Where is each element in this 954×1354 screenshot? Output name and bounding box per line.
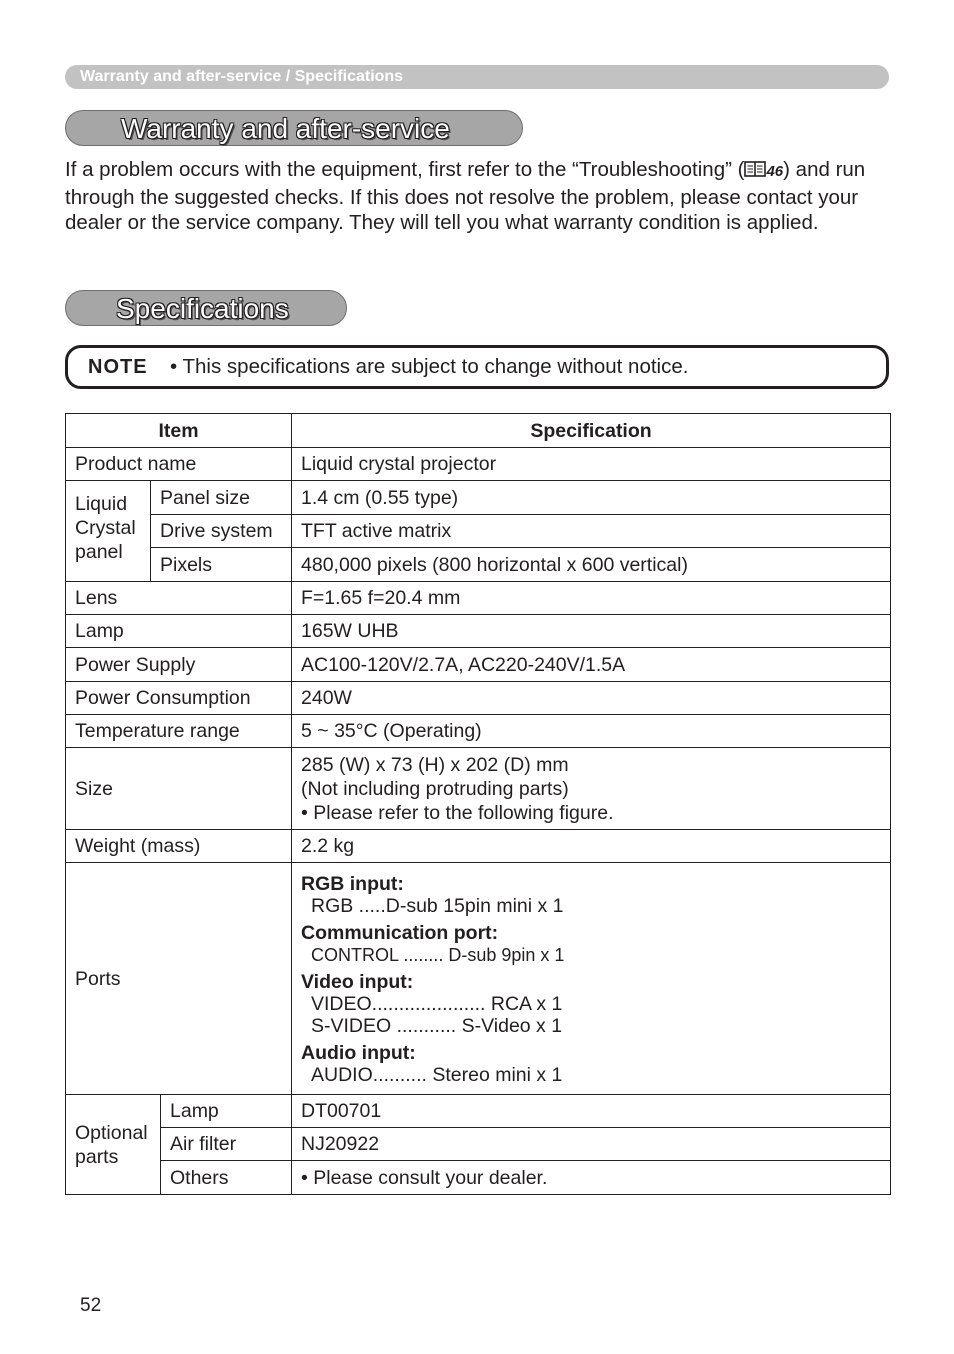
running-header-text: Warranty and after-service / Specifications	[80, 68, 404, 85]
port-line: AUDIO.......... Stereo mini x 1	[311, 1064, 563, 1086]
table-row	[66, 615, 891, 648]
warranty-heading-bar	[65, 110, 523, 146]
row-label: Ports	[66, 863, 292, 1095]
row-value: 480,000 pixels (800 horizontal x 600 vertical)	[292, 548, 891, 582]
row-label: Pixels	[151, 548, 292, 582]
row-value: 165W UHB	[292, 615, 891, 648]
audio-input-group	[301, 1042, 881, 1086]
port-title: RGB input:	[301, 873, 404, 895]
warranty-text-start: If a problem occurs with the equipment, first refer to the “Troubleshooting” (	[65, 158, 745, 181]
row-label: Weight (mass)	[66, 830, 292, 863]
row-value	[292, 863, 891, 1095]
note-label: NOTE	[88, 356, 148, 378]
group-label-line: Crystal	[75, 517, 136, 539]
warranty-paragraph	[65, 157, 895, 236]
row-value: • Please consult your dealer.	[292, 1161, 891, 1195]
book-icon[interactable]	[744, 159, 766, 185]
row-label: Drive system	[151, 515, 292, 548]
group-label-line: Optional	[75, 1121, 148, 1144]
row-label: Temperature range	[66, 715, 292, 748]
table-row	[66, 1128, 891, 1161]
table-row	[66, 648, 891, 682]
row-value: 240W	[292, 682, 891, 715]
table-row	[66, 682, 891, 715]
table-row	[66, 1161, 891, 1195]
row-label: Others	[161, 1161, 292, 1195]
row-value: F=1.65 f=20.4 mm	[292, 582, 891, 615]
note-text: • This specifications are subject to change without notice.	[170, 355, 689, 378]
group-label-line: panel	[75, 541, 123, 563]
row-value: NJ20922	[292, 1128, 891, 1161]
troubleshooting-page-link[interactable]: 46	[766, 163, 784, 180]
port-title: Audio input:	[301, 1042, 416, 1064]
table-row	[66, 515, 891, 548]
table-row	[66, 582, 891, 615]
row-label: Lens	[66, 582, 292, 615]
row-value: 5 ~ 35°C (Operating)	[292, 715, 891, 748]
row-label: Lamp	[66, 615, 292, 648]
row-label: Panel size	[151, 481, 292, 515]
specifications-heading: Specifications	[116, 293, 289, 324]
lcd-panel-group-label	[66, 481, 151, 582]
page-number: 52	[80, 1295, 102, 1316]
table-row	[66, 548, 891, 582]
size-line: • Please refer to the following figure.	[301, 801, 614, 824]
optional-parts-group-label	[66, 1095, 161, 1195]
row-label: Product name	[66, 448, 292, 481]
row-label: Lamp	[161, 1095, 292, 1128]
row-label: Power Consumption	[66, 682, 292, 715]
running-header	[65, 65, 889, 89]
size-line: (Not including protruding parts)	[301, 777, 569, 800]
row-value: TFT active matrix	[292, 515, 891, 548]
table-row	[66, 863, 891, 1095]
port-line: VIDEO..................... RCA x 1	[311, 993, 563, 1015]
communication-port-group	[301, 922, 881, 966]
table-row	[66, 448, 891, 481]
table-header-row	[66, 414, 891, 448]
header-specification: Specification	[292, 414, 891, 448]
group-label-line: Liquid	[75, 493, 128, 515]
table-row	[66, 481, 891, 515]
row-value: 1.4 cm (0.55 type)	[292, 481, 891, 515]
row-label: Air filter	[161, 1128, 292, 1161]
warranty-heading: Warranty and after-service	[121, 113, 450, 144]
port-line: S-VIDEO ........... S-Video x 1	[311, 1015, 563, 1037]
warranty-text-end: ) and run through the suggested checks. If this does not resolve the problem, please contact your dealer or the service company. They will tell you what warranty condition is applied.	[65, 158, 866, 234]
rgb-input-group	[301, 873, 881, 917]
group-label-line: parts	[75, 1145, 119, 1168]
port-line: RGB .....D-sub 15pin mini x 1	[311, 895, 564, 917]
video-input-group	[301, 971, 881, 1037]
specifications-heading-bar	[65, 290, 347, 326]
row-value: DT00701	[292, 1095, 891, 1128]
size-line: 285 (W) x 73 (H) x 202 (D) mm	[301, 753, 569, 776]
row-label: Size	[66, 748, 292, 830]
row-label: Power Supply	[66, 648, 292, 682]
table-row	[66, 748, 891, 830]
specifications-table	[65, 413, 891, 1195]
row-value: 2.2 kg	[292, 830, 891, 863]
table-row	[66, 715, 891, 748]
port-title: Communication port:	[301, 922, 499, 944]
table-row	[66, 1095, 891, 1128]
port-line: CONTROL ........ D-sub 9pin x 1	[311, 945, 565, 965]
row-value	[292, 748, 891, 830]
row-value: Liquid crystal projector	[292, 448, 891, 481]
note-box	[65, 345, 889, 389]
port-title: Video input:	[301, 971, 414, 993]
header-item: Item	[66, 414, 292, 448]
table-row	[66, 830, 891, 863]
row-value: AC100-120V/2.7A, AC220-240V/1.5A	[292, 648, 891, 682]
